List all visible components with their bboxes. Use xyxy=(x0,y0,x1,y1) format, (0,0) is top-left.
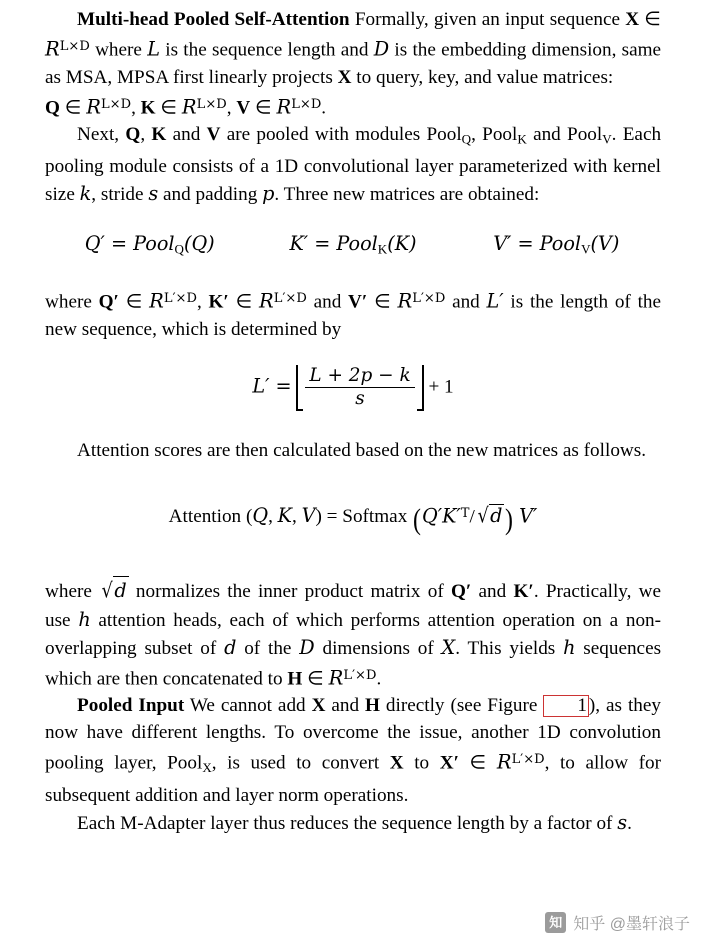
p5-text-d: . Practically, we use xyxy=(45,581,662,631)
eq2-lhs: L′ = xyxy=(252,374,292,398)
p5-period: . xyxy=(376,668,382,690)
paragraph-sequence-reduction xyxy=(45,809,661,837)
p3-sup-2: L′×D xyxy=(273,290,307,306)
p6-symbol-X: X xyxy=(311,695,326,717)
equation-pooling xyxy=(45,230,661,263)
p6-sup: L′×D xyxy=(511,752,545,768)
p6-text-f: to xyxy=(414,752,430,774)
eq2-fraction xyxy=(305,365,414,410)
p2-symbol-s: s xyxy=(148,182,159,206)
eq2-denominator: s xyxy=(355,388,365,410)
p1-symbol-K: K xyxy=(140,97,156,119)
p5-sup: L′×D xyxy=(343,667,377,683)
p6-sub-X: X xyxy=(202,760,212,776)
watermark-text: 知乎 @墨轩浪子 xyxy=(573,916,690,933)
p3-Lprime: L′ xyxy=(486,289,504,313)
p6-text-c: directly (see Figure xyxy=(385,695,538,717)
p5-symbol-h2: h xyxy=(563,635,576,659)
p5-Qprime: Q′ xyxy=(450,581,472,603)
eq3-paren-right: ) xyxy=(505,502,514,536)
p2-text-c: , Pool xyxy=(471,124,518,146)
p6-text-e: , is used to convert xyxy=(211,752,380,774)
eq1-Karg: (K) xyxy=(387,232,417,256)
eq1-Qprime: Q′ = Pool xyxy=(84,232,175,256)
paragraph-attention-scores xyxy=(45,437,661,464)
paragraph-multihead-pooled-self-attention xyxy=(45,6,661,91)
p3-in-3: ∈ xyxy=(374,291,391,313)
equation-attention xyxy=(45,504,661,537)
p5-text-a: where xyxy=(45,581,92,603)
p1-symbol-Q: Q xyxy=(45,97,60,119)
p5-text-j: sequences which are then concatenated to xyxy=(45,637,662,690)
p1-symbol-in: ∈ xyxy=(644,9,661,30)
p1-symbol-L: L xyxy=(147,37,160,61)
p1-matrix-line xyxy=(45,91,661,122)
p6-R: R xyxy=(496,750,512,774)
p1-symbol-R: R xyxy=(45,37,60,61)
p1-LD-2: L×D xyxy=(101,96,132,112)
p1-symbol-X2: X xyxy=(337,66,352,88)
eq1-Vsub: V xyxy=(581,241,591,257)
equation-sequence-length xyxy=(45,365,661,411)
p1-R-3: R xyxy=(181,95,197,119)
p1-R-2: R xyxy=(86,95,101,119)
eq3-lhs: Attention (Q, K, V) = Softmax xyxy=(168,504,408,528)
p5-symbol-d: d xyxy=(224,635,237,659)
p3-R-3: R xyxy=(397,289,413,313)
p5-text-i: . This yields xyxy=(455,637,556,659)
p6-symbol-X2: X xyxy=(389,752,404,774)
p2-text-b: are pooled with modules Pool xyxy=(226,124,462,146)
eq1-Qsub: Q xyxy=(174,241,184,257)
p5-R: R xyxy=(328,666,344,690)
p1-in-2: ∈ xyxy=(64,97,82,119)
eq1-Vprime: V′ = Pool xyxy=(493,232,582,256)
p3-text-d: is the length of the new sequence, which is determined by xyxy=(45,291,662,340)
p1-comma-2: , xyxy=(226,97,232,119)
eq1-Ksub: K xyxy=(377,241,388,257)
p5-text-f: of the xyxy=(244,637,292,659)
p1-comma-1: , xyxy=(131,97,136,119)
p5-sqrt-d: √d xyxy=(99,576,129,605)
eq1-Kprime: K′ = Pool xyxy=(289,232,378,256)
p3-Qprime: Q′ xyxy=(98,291,119,313)
p2-and: and xyxy=(172,124,201,146)
p1-text-d: is the embedding dimension, same as MSA, MPSA first linearly projects xyxy=(45,39,662,88)
eq3-rhs: V′ xyxy=(519,504,538,528)
p3-text-a: where xyxy=(45,291,92,313)
p3-text-b: and xyxy=(313,291,342,313)
eq3-sqrt-d: √d xyxy=(477,503,503,529)
p3-sup-1: L′×D xyxy=(163,290,197,306)
p2-text-e: . Each pooling module consists of a 1D convolutional layer parameterized with kernel size xyxy=(45,124,662,206)
p1-LD-4: L×D xyxy=(291,96,322,112)
p5-text-b: normalizes the inner product matrix of xyxy=(135,581,444,603)
p6-text-g: , to allow for subsequent addition and layer norm operations. xyxy=(45,752,662,806)
p3-R-1: R xyxy=(149,289,164,313)
section-heading-pooled-input: Pooled Input xyxy=(77,695,185,717)
p2-symbol-p: p xyxy=(262,182,275,206)
p7-text-b: . xyxy=(627,812,632,834)
p5-in: ∈ xyxy=(307,668,324,690)
p3-Vprime: V′ xyxy=(348,291,368,313)
eq1-Qarg: (Q) xyxy=(183,232,215,256)
p2-sub-Q: Q xyxy=(461,131,472,147)
p4-text: Attention scores are then calculated based on the new matrices as follows. xyxy=(77,439,647,461)
eq2-numerator: L + 2p − k xyxy=(305,365,414,388)
p3-R-2: R xyxy=(259,289,274,313)
p1-R-4: R xyxy=(276,95,292,119)
p6-symbol-Xprime: X′ xyxy=(439,752,459,774)
figure-reference-link[interactable]: 1 xyxy=(543,695,589,716)
zhihu-logo-icon: 知 xyxy=(545,912,566,933)
p1-LD-3: L×D xyxy=(196,96,227,112)
p5-symbol-h: h xyxy=(78,607,91,631)
p3-in-2: ∈ xyxy=(235,291,253,313)
p2-text-a: Next, xyxy=(77,124,120,146)
p1-text-b: where xyxy=(95,39,142,61)
p5-text-e: attention heads, each of which performs attention operation on a non-overlapping subset of xyxy=(45,609,662,659)
p1-period: . xyxy=(321,97,327,119)
p2-symbol-Q: Q xyxy=(125,124,141,146)
p3-text-c: and xyxy=(452,291,480,313)
floor-left-bracket xyxy=(296,365,303,411)
p1-symbol-D: D xyxy=(373,37,390,61)
p3-sup-3: L′×D xyxy=(412,290,446,306)
eq3-inner-a: Q′K′ xyxy=(422,504,461,528)
p2-sub-V: V xyxy=(602,131,612,147)
p2-symbol-V: V xyxy=(206,124,221,146)
p2-text-d: and Pool xyxy=(533,124,603,146)
p5-Kprime: K′ xyxy=(513,581,534,603)
p6-text-b: and xyxy=(331,695,360,717)
eq2-tail: + 1 xyxy=(428,376,454,398)
p2-sub-K: K xyxy=(517,131,527,147)
p2-text-g: and padding xyxy=(162,184,258,206)
p2-symbol-K: K xyxy=(151,124,167,146)
p3-in-1: ∈ xyxy=(125,291,143,313)
floor-right-bracket xyxy=(417,365,424,411)
watermark xyxy=(545,911,690,934)
p5-symbol-D: D xyxy=(299,635,315,659)
p5-text-c: and xyxy=(478,581,507,603)
paragraph-pooled-input xyxy=(45,692,661,808)
paragraph-attention-heads xyxy=(45,576,661,692)
eq1-Varg: (V) xyxy=(590,232,620,256)
p7-text-a: Each M-Adapter layer thus reduces the sequence length by a factor of xyxy=(77,812,613,834)
p1-symbol-LD: L×D xyxy=(59,39,90,55)
p6-in: ∈ xyxy=(469,752,487,774)
p6-symbol-H: H xyxy=(365,695,380,717)
p1-in-3: ∈ xyxy=(160,97,178,119)
p5-symbol-H: H xyxy=(287,668,303,690)
section-heading-mpsa: Multi-head Pooled Self-Attention xyxy=(77,9,350,30)
p1-text-a: Formally, given an input sequence xyxy=(354,9,621,30)
eq3-paren-left: ( xyxy=(413,502,422,536)
p1-in-4: ∈ xyxy=(254,97,272,119)
p6-text-d: ), as they now have different lengths. To overcome the issue, another 1D convolution pooling layer, Pool xyxy=(45,695,661,774)
p3-comma-1: , xyxy=(196,291,202,313)
p6-text-a: We cannot add xyxy=(189,695,306,717)
paragraph-pooling-modules xyxy=(45,121,661,208)
p2-text-f: , stride xyxy=(91,184,144,206)
p5-text-g: dimensions of xyxy=(322,637,434,659)
eq3-inner-b: / xyxy=(469,506,475,528)
paragraph-new-sequence-length xyxy=(45,285,661,343)
text-column xyxy=(45,0,661,837)
p1-symbol-X: X xyxy=(625,9,640,30)
p3-Kprime: K′ xyxy=(208,291,229,313)
p2-text-h: . Three new matrices are obtained: xyxy=(274,184,540,206)
p1-symbol-V: V xyxy=(236,97,251,119)
p1-text-c: is the sequence length and xyxy=(165,39,369,61)
eq3-inner-sup: T xyxy=(460,505,470,521)
p7-symbol-s: s xyxy=(617,810,628,834)
p2-comma: , xyxy=(140,124,146,146)
p5-symbol-X: X xyxy=(441,635,456,659)
p2-symbol-k: k xyxy=(79,182,92,206)
p1-text-e: to query, key, and value matrices: xyxy=(356,66,614,88)
